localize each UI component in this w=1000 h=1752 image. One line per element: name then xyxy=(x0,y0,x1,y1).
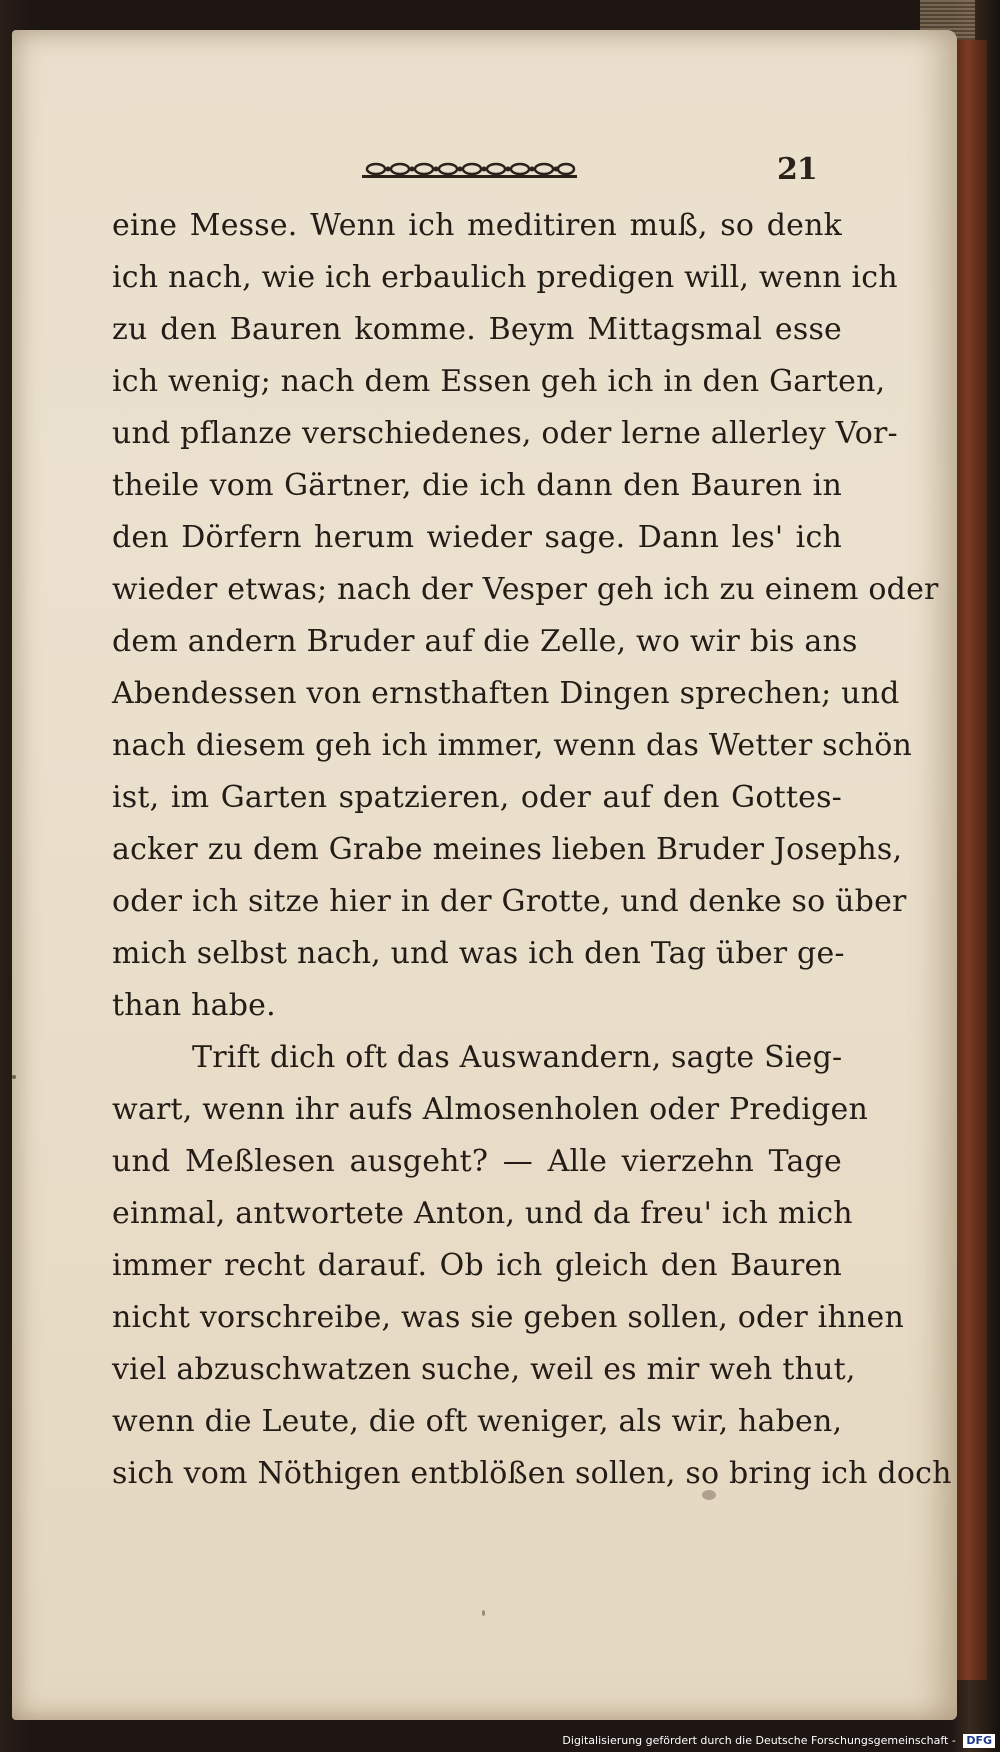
text-line: und Meßlesen ausgeht? — Alle vierzehn Tage xyxy=(112,1144,842,1179)
text-line: zu den Bauren komme. Beym Mittagsmal esse xyxy=(112,312,842,347)
text-line: nicht vorschreibe, was sie geben sollen, oder ihnen xyxy=(112,1300,904,1335)
dfg-logo: DFG xyxy=(963,1734,995,1748)
text-line: sich vom Nöthigen entblößen sollen, so bring ich doch xyxy=(112,1456,952,1491)
text-line: Trift dich oft das Auswandern, sagte Sieg- xyxy=(192,1040,843,1075)
text-line: ich wenig; nach dem Essen geh ich in den Garten, xyxy=(112,364,886,399)
text-line: den Dörfern herum wieder sage. Dann les' ich xyxy=(112,520,842,555)
text-line: immer recht darauf. Ob ich gleich den Bauren xyxy=(112,1248,842,1283)
book-cover-edge xyxy=(955,40,987,1680)
text-line: ich nach, wie ich erbaulich predigen will, wenn ich xyxy=(112,260,898,295)
page-text xyxy=(112,200,952,1500)
text-line: theile vom Gärtner, die ich dann den Bauren in xyxy=(112,468,842,503)
header-ornament-icon xyxy=(362,160,577,182)
text-line: ist, im Garten spatzieren, oder auf den Gottes- xyxy=(112,780,842,815)
book-page xyxy=(12,30,957,1720)
text-line: nach diesem geh ich immer, wenn das Wetter schön xyxy=(112,728,913,763)
text-line: dem andern Bruder auf die Zelle, wo wir bis ans xyxy=(112,624,858,659)
text-line: und pflanze verschiedenes, oder lerne allerley Vor- xyxy=(112,416,898,451)
text-line: wieder etwas; nach der Vesper geh ich zu einem oder xyxy=(112,572,939,607)
footer-credit xyxy=(0,1730,995,1752)
text-line: wenn die Leute, die oft weniger, als wir, haben, xyxy=(112,1404,843,1439)
page-number: 21 xyxy=(777,152,817,187)
text-line: than habe. xyxy=(112,988,276,1023)
text-line: mich selbst nach, und was ich den Tag über ge- xyxy=(112,936,845,971)
text-line: Abendessen von ernsthaften Dingen sprechen; und xyxy=(112,676,900,711)
text-line: oder ich sitze hier in der Grotte, und denke so über xyxy=(112,884,907,919)
footer-credit-text: Digitalisierung gefördert durch die Deutsche Forschungsgemeinschaft - xyxy=(562,1734,956,1747)
text-line: viel abzuschwatzen suche, weil es mir weh thut, xyxy=(112,1352,856,1387)
text-line: wart, wenn ihr aufs Almosenholen oder Predigen xyxy=(112,1092,868,1127)
text-line: acker zu dem Grabe meines lieben Bruder Josephs, xyxy=(112,832,903,867)
text-line: einmal, antwortete Anton, und da freu' ich mich xyxy=(112,1196,853,1231)
text-line: eine Messe. Wenn ich meditiren muß, so denk xyxy=(112,208,842,243)
